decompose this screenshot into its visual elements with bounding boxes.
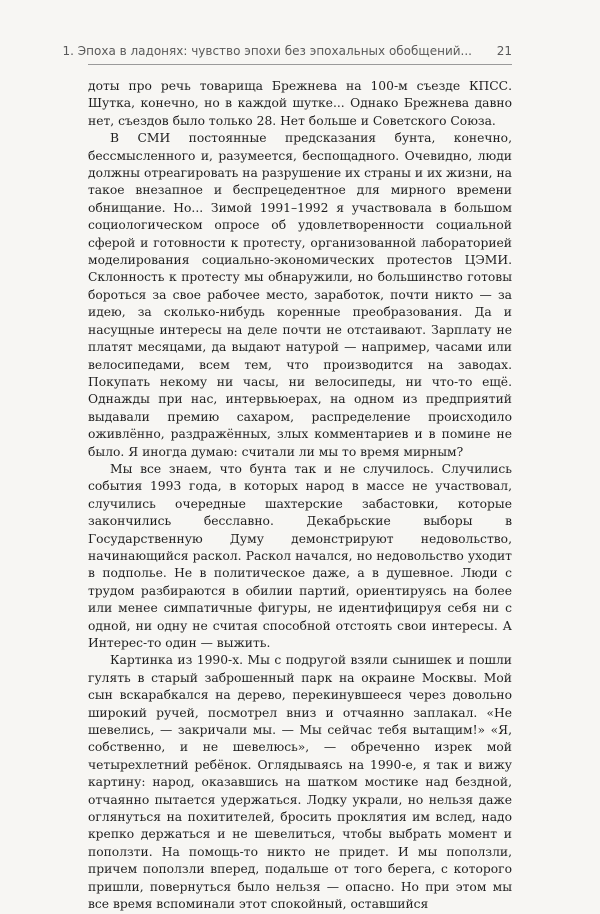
page-number: 21 (496, 44, 512, 58)
page-body (88, 78, 512, 914)
paragraph-media-predictions: В СМИ постоянные предсказания бунта, конечно, бессмысленного и, разумеется, беспощадного. Очевидно, люди должны отреагировать на разрушение их страны и их жизни, на такое внезапное и беспрецедентное для мирного времени обнищание. Но... Зимой 1991–1992 я участвовала в большом социологическом опросе об удовлетворенности социальной сферой и готовности к протесту, организованной лабораторией моделирования социально-экономических протестов ЦЭМИ. Склонность к протесту мы обнаружили, но большинство готовы бороться за свое рабочее место, заработок, почти никто — за идею, за сколько-нибудь коренные преобразования. Да и насущные интересы на деле почти не отстаивают. Зарплату не платят месяцами, да выдают натурой — например, часами или велосипедами, всем тем, что производится на заводах. Покупать некому ни часы, ни велосипеды, ни что-то ещё. Однажды при нас, интервьюерах, на одном из предприятий выдавали премию сахаром, распределение происходило оживлённо, раздражённых, злых комментариев и в помине не было. Я иногда думаю: считали ли мы то время мирным? (88, 131, 512, 459)
paragraph-no-riot: Мы все знаем, что бунта так и не случилось. Случились события 1993 года, в которых народ в массе не участвовал, случились очередные шахтерские забастовки, которые закончились бесславно. Декабрьские выборы в Государственную Думу демонстрируют недовольство, начинающийся раскол. Раскол начался, но недовольство уходит в подполье. Не в политическое даже, а в душевное. Люди с трудом разбираются в обилии партий, ориентируясь на более или менее симпатичные фигуры, не идентифицируя себя ни с одной, ни одну не считая способной отстоять свои интересы. А Интерес-то один — выжить. (88, 461, 512, 650)
paragraph-park-picture: Картинка из 1990-х. Мы с подругой взяли сынишек и пошли гулять в старый заброшенный парк на окраине Москвы. Мой сын вскарабкался на дерево, перекинувшееся через довольно широкий ручей, посмотрел вниз и отчаянно заплакал. «Не шевелись, — закричали мы. — Мы сейчас тебя вытащим!» «Я, собственно, и не шевелюсь», — обреченно изрек мой четырехлетний ребёнок. Оглядываясь на 1990-е, я так и вижу картину: народ, оказавшись на шатком мостике над бездной, отчаянно пытается удержаться. Лодку украли, но нельзя даже оглянуться на похитителей, бросить проклятия им вслед, надо крепко держаться и не шевелиться, чтобы выбрать момент и поползти. На помощь-то никто не придет. И мы поползли, причем поползли вперед, подальше от того берега, с которого пришли, повернуться было нельзя — опасно. Но при этом мы все время вспоминали этот спокойный, оставшийся (88, 653, 512, 912)
paragraph-continued: доты про речь товарища Брежнева на 100-м съезде КПСС. Шутка, конечно, но в каждой шутке... Однако Брежнева давно нет, съездов было только 28. Нет больше и Советского Союза. (88, 79, 512, 128)
running-title: 1. Эпоха в ладонях: чувство эпохи без эпохальных обобщений... (62, 44, 472, 58)
running-header (62, 36, 512, 65)
